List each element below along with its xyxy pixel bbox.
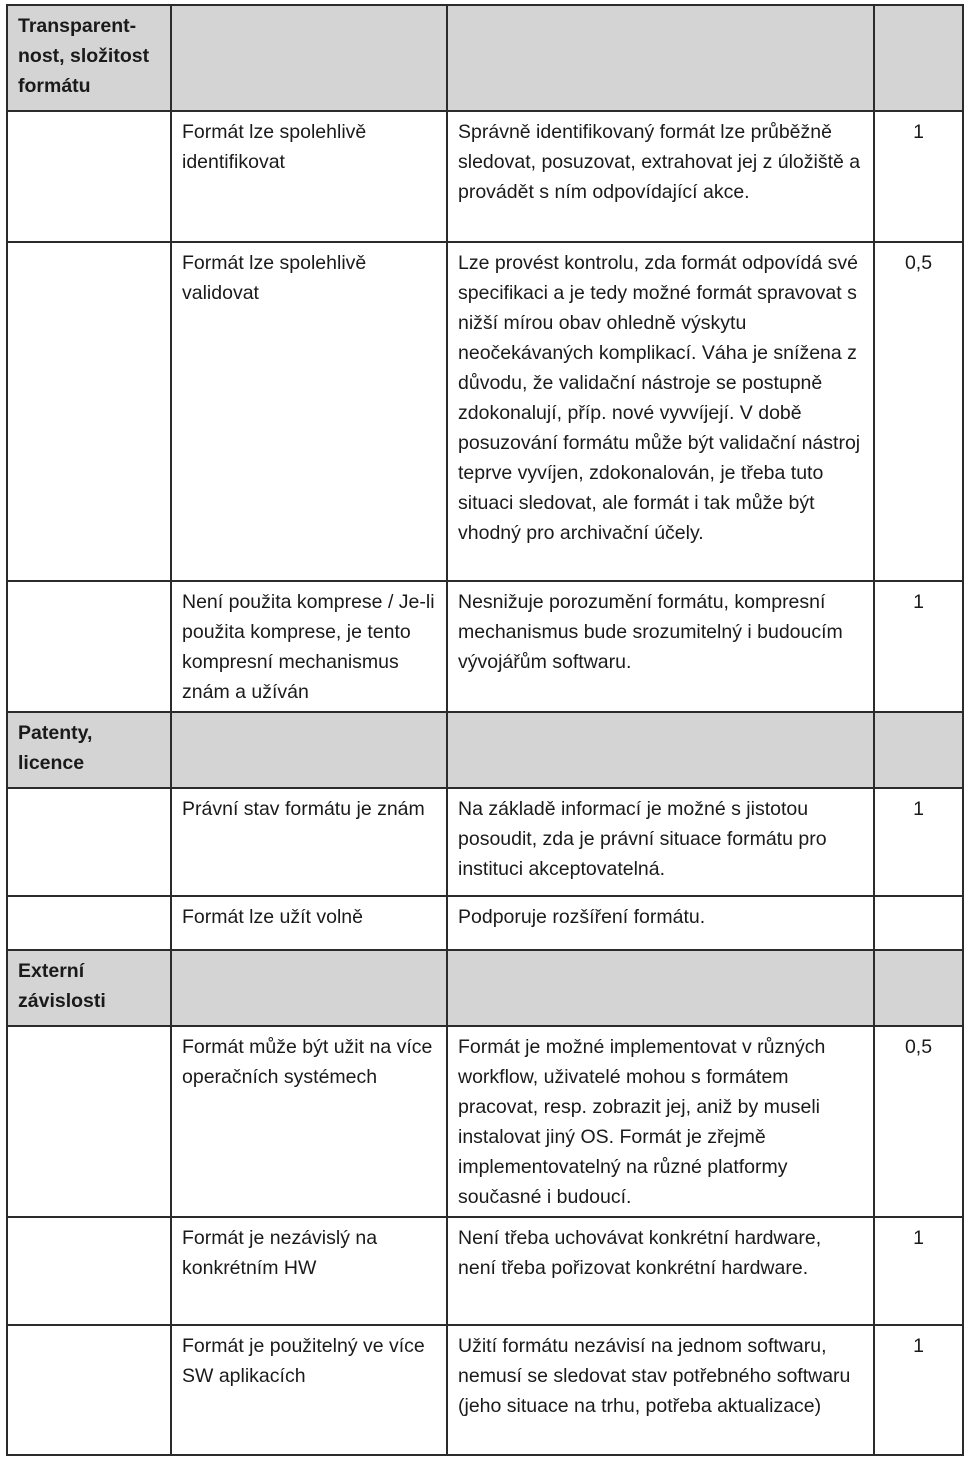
empty-category-cell xyxy=(7,1217,171,1325)
criterion-cell: Formát lze spolehlivě validovat xyxy=(171,242,447,581)
section-empty-cell xyxy=(874,5,963,111)
empty-category-cell xyxy=(7,242,171,581)
criterion-cell: Není použita komprese / Je-li použita komprese, je tento kompresní mechanismus znám a užíván xyxy=(171,581,447,712)
criterion-row xyxy=(7,242,963,581)
description-cell: Správně identifikovaný formát lze průběžně sledovat, posuzovat, extrahovat jej z úložiště a provádět s ním odpovídající akce. xyxy=(447,111,874,242)
weight-cell: 1 xyxy=(874,1325,963,1455)
weight-cell xyxy=(874,896,963,950)
section-empty-cell xyxy=(874,950,963,1026)
criterion-row xyxy=(7,788,963,896)
section-empty-cell xyxy=(171,950,447,1026)
description-cell: Nesnižuje porozumění formátu, kompresní mechanismus bude srozumitelný i budoucím vývojářům softwaru. xyxy=(447,581,874,712)
section-empty-cell xyxy=(171,712,447,788)
section-title: Patenty, licence xyxy=(7,712,171,788)
section-empty-cell xyxy=(447,712,874,788)
weight-cell: 0,5 xyxy=(874,242,963,581)
section-empty-cell xyxy=(171,5,447,111)
section-empty-cell xyxy=(874,712,963,788)
section-row-dependencies xyxy=(7,950,963,1026)
empty-category-cell xyxy=(7,111,171,242)
empty-category-cell xyxy=(7,581,171,712)
weight-cell: 1 xyxy=(874,788,963,896)
criteria-table xyxy=(6,4,964,1456)
description-cell: Užití formátu nezávisí na jednom softwaru, nemusí se sledovat stav potřebného softwaru (jeho situace na trhu, potřeba aktualizace) xyxy=(447,1325,874,1455)
weight-cell: 1 xyxy=(874,581,963,712)
section-empty-cell xyxy=(447,5,874,111)
criterion-row xyxy=(7,1325,963,1455)
criterion-cell: Právní stav formátu je znám xyxy=(171,788,447,896)
description-cell: Formát je možné implementovat v různých workflow, uživatelé mohou s formátem pracovat, resp. zobrazit jej, aniž by museli instalovat jiný OS. Formát je zřejmě implementovatelný na různé platformy současné i budoucí. xyxy=(447,1026,874,1217)
empty-category-cell xyxy=(7,788,171,896)
criterion-cell: Formát může být užit na více operačních systémech xyxy=(171,1026,447,1217)
section-title: Externí závislosti xyxy=(7,950,171,1026)
criterion-cell: Formát je nezávislý na konkrétním HW xyxy=(171,1217,447,1325)
weight-cell: 1 xyxy=(874,111,963,242)
criterion-cell: Formát lze užít volně xyxy=(171,896,447,950)
criterion-row xyxy=(7,111,963,242)
criterion-row xyxy=(7,1217,963,1325)
description-cell: Lze provést kontrolu, zda formát odpovídá své specifikaci a je tedy možné formát spravovat s nižší mírou obav ohledně výskytu neočekávaných komplikací. Váha je snížena z důvodu, že validační nástroje se postupně zdokonalují, příp. nové vyvvíjejí. V době posuzování formátu může být validační nástroj teprve vyvíjen, zdokonalován, je třeba tuto situaci sledovat, ale formát i tak může být vhodný pro archivační účely. xyxy=(447,242,874,581)
weight-cell: 0,5 xyxy=(874,1026,963,1217)
criterion-row xyxy=(7,896,963,950)
criterion-row xyxy=(7,581,963,712)
empty-category-cell xyxy=(7,896,171,950)
section-row-transparency xyxy=(7,5,963,111)
section-row-patents xyxy=(7,712,963,788)
empty-category-cell xyxy=(7,1026,171,1217)
criterion-row xyxy=(7,1026,963,1217)
description-cell: Podporuje rozšíření formátu. xyxy=(447,896,874,950)
section-empty-cell xyxy=(447,950,874,1026)
criterion-cell: Formát je použitelný ve více SW aplikacích xyxy=(171,1325,447,1455)
empty-category-cell xyxy=(7,1325,171,1455)
criterion-cell: Formát lze spolehlivě identifikovat xyxy=(171,111,447,242)
description-cell: Není třeba uchovávat konkrétní hardware, není třeba pořizovat konkrétní hardware. xyxy=(447,1217,874,1325)
description-cell: Na základě informací je možné s jistotou posoudit, zda je právní situace formátu pro instituci akceptovatelná. xyxy=(447,788,874,896)
weight-cell: 1 xyxy=(874,1217,963,1325)
section-title: Transparentnost, složitost formátu xyxy=(7,5,171,111)
